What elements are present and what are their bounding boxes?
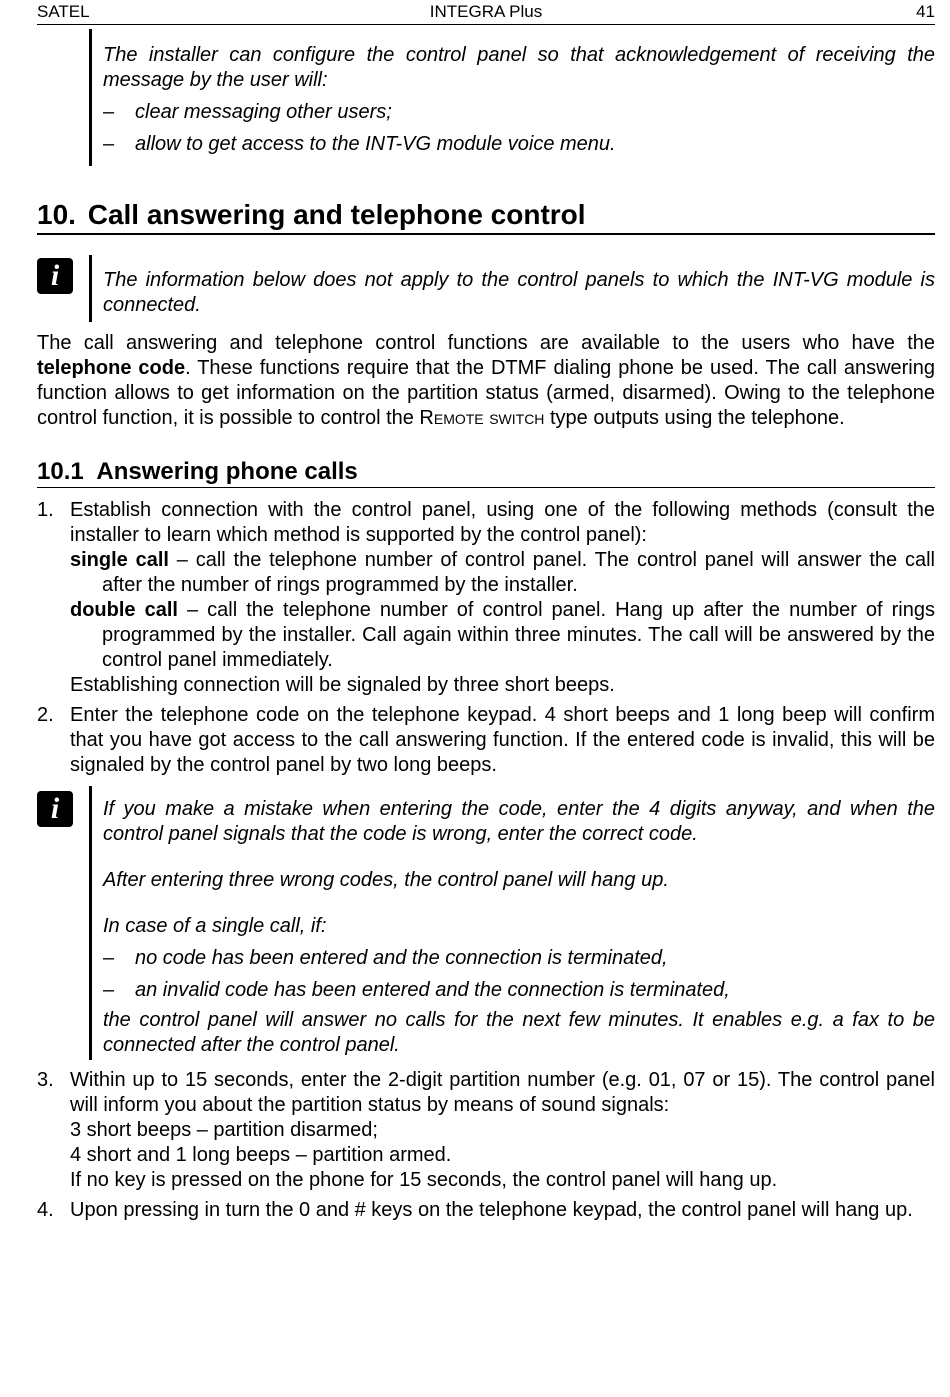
single-call-term: single call: [70, 549, 169, 571]
subsection-title: Answering phone calls: [96, 458, 358, 485]
step-text: Enter the telephone code on the telephone keypad. 4 short beeps and 1 long beep will confirm that you have got access to the call answering function. If the entered code is invalid, this will be signaled by the control panel by two long beeps.: [70, 704, 935, 776]
code-note: [89, 786, 935, 1060]
step-text: Upon pressing in turn the 0 and # keys on the telephone keypad, the control panel will hang up.: [70, 1199, 913, 1221]
intro-text-c: type outputs using the telephone.: [544, 407, 845, 429]
dash-symbol: –: [103, 101, 115, 123]
page-number: 41: [916, 2, 935, 21]
installer-note: [89, 29, 935, 166]
step-number: 4.: [37, 1199, 54, 1221]
header-brand: SATEL: [37, 2, 90, 21]
installer-note-intro: The installer can configure the control panel so that acknowledgement of receiving the message by the user will:: [103, 44, 935, 91]
intro-smallcaps-term: Remote switch: [419, 407, 545, 429]
timeout-text: If no key is pressed on the phone for 15 seconds, the control panel will hang up.: [70, 1169, 778, 1191]
armed-signal: 4 short and 1 long beeps – partition armed.: [70, 1144, 452, 1166]
installer-note-bullet: [103, 100, 935, 125]
dash-symbol: –: [103, 947, 115, 969]
code-note-bullet: [103, 978, 935, 1003]
header-product: INTEGRA Plus: [429, 2, 543, 21]
bullet-text: clear messaging other users;: [135, 101, 392, 123]
section-number: 10.: [37, 199, 76, 230]
info-icon: i: [37, 791, 73, 827]
page-header: [37, 0, 935, 25]
code-note-p1: If you make a mistake when entering the code, enter the 4 digits anyway, and when the control panel signals that the code is wrong, enter the correct code.: [103, 798, 935, 845]
step-4: [37, 1198, 935, 1223]
code-note-block: [37, 786, 935, 1060]
document-page: [37, 0, 935, 1223]
installer-note-bullet: [103, 132, 935, 157]
section-10-heading: [37, 197, 935, 235]
section-10-1-heading: [37, 457, 935, 488]
step-1: [37, 498, 935, 698]
subsection-number: 10.1: [37, 458, 84, 485]
info-note-text: The information below does not apply to the control panels to which the INT-VG module is connected.: [103, 269, 935, 316]
code-note-p4: the control panel will answer no calls for the next few minutes. It enables e.g. a fax to be connected after the control panel.: [103, 1009, 935, 1056]
intro-text-a: The call answering and telephone control functions are available to the users who have the: [37, 332, 935, 354]
connection-signal-text: Establishing connection will be signaled by three short beeps.: [70, 674, 615, 696]
disarmed-signal: 3 short beeps – partition disarmed;: [70, 1119, 378, 1141]
step-2: [37, 703, 935, 778]
intro-bold-term: telephone code: [37, 357, 186, 379]
code-note-bullet: [103, 946, 935, 971]
info-note-block: [37, 255, 935, 322]
info-note: [89, 255, 935, 322]
double-call-term: double call: [70, 599, 178, 621]
step-number: 1.: [37, 499, 54, 521]
bullet-text: an invalid code has been entered and the connection is terminated,: [135, 979, 730, 1001]
info-icon: i: [37, 258, 73, 294]
intro-text-b: . These functions require that the DTMF dialing phone be used. The call answering function allows to get information on the partition status (armed, disarmed). Owing to the telephone control function, it is possible to control the: [37, 357, 935, 429]
dash-symbol: –: [103, 133, 115, 155]
intro-paragraph: [37, 331, 935, 431]
code-note-p2: After entering three wrong codes, the control panel will hang up.: [103, 869, 669, 891]
step-number: 3.: [37, 1069, 54, 1091]
bullet-text: no code has been entered and the connection is terminated,: [135, 947, 668, 969]
dash-symbol: –: [103, 979, 115, 1001]
single-call-text: – call the telephone number of control panel. The control panel will answer the call after the number of rings programmed by the installer.: [102, 549, 935, 596]
single-call-definition: [70, 548, 935, 598]
step-number: 2.: [37, 704, 54, 726]
double-call-definition: [70, 598, 935, 673]
section-title: Call answering and telephone control: [87, 199, 586, 230]
step-3: [37, 1068, 935, 1193]
double-call-text: – call the telephone number of control panel. Hang up after the number of rings programmed by the installer. Call again within three minutes. The call will be answered by the control panel immediately.: [102, 599, 935, 671]
step-text: Establish connection with the control panel, using one of the following methods (consult the installer to learn which method is supported by the control panel):: [70, 499, 935, 546]
bullet-text: allow to get access to the INT-VG module voice menu.: [135, 133, 616, 155]
code-note-p3: In case of a single call, if:: [103, 915, 327, 937]
step-text: Within up to 15 seconds, enter the 2-digit partition number (e.g. 01, 07 or 15). The control panel will inform you about the partition status by means of sound signals:: [70, 1069, 935, 1116]
